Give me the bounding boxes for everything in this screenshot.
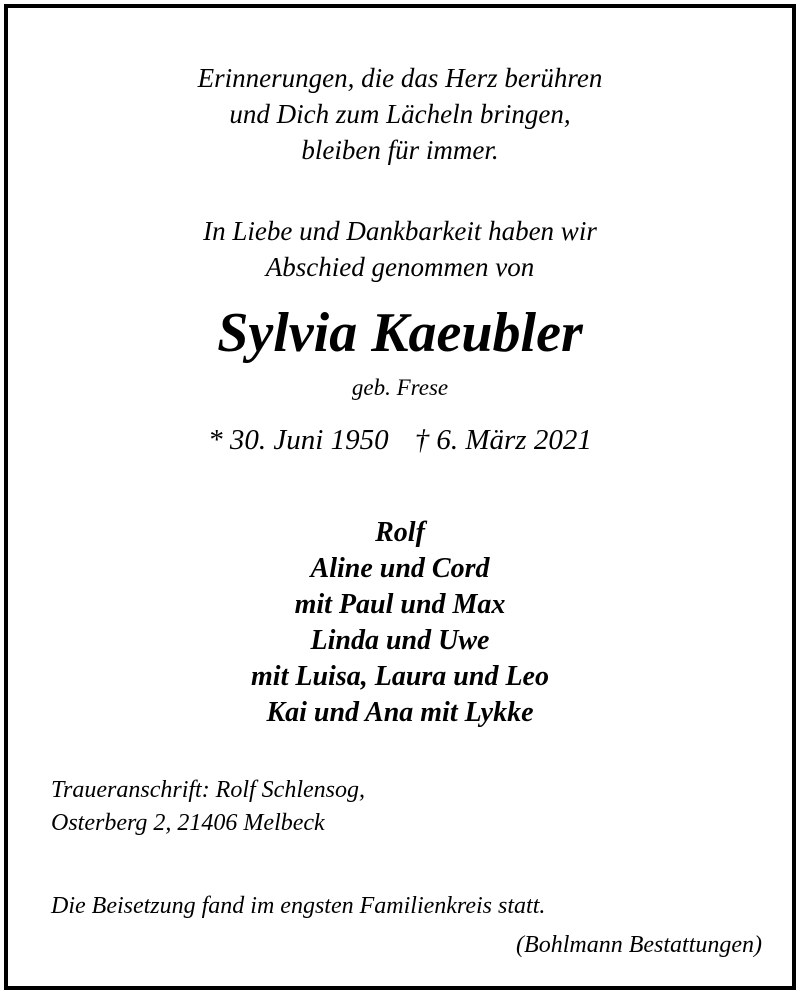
poem-line: und Dich zum Lächeln bringen, bbox=[229, 99, 571, 129]
address-line: Osterberg 2, 21406 Melbeck bbox=[51, 810, 325, 836]
deceased-name: Sylvia Kaeubler bbox=[217, 302, 583, 364]
funeral-note: Die Beisetzung fand im engsten Familienkreis statt. bbox=[51, 893, 546, 919]
birth-date: * 30. Juni 1950 bbox=[208, 424, 389, 456]
mourners-list bbox=[8, 515, 792, 731]
intro-text bbox=[8, 213, 792, 285]
mourner-line: Linda und Uwe bbox=[310, 625, 490, 656]
intro-line: In Liebe und Dankbarkeit haben wir bbox=[203, 216, 597, 246]
maiden-name: geb. Frese bbox=[351, 375, 449, 400]
obituary-notice bbox=[4, 4, 796, 990]
life-dates bbox=[8, 421, 792, 459]
mourner-line: Aline und Cord bbox=[310, 553, 490, 584]
death-date: † 6. März 2021 bbox=[414, 424, 592, 456]
mourning-address bbox=[51, 774, 365, 840]
mourner-line: mit Luisa, Laura und Leo bbox=[251, 661, 549, 692]
mourner-line: Kai und Ana mit Lykke bbox=[266, 697, 534, 728]
memorial-poem bbox=[8, 60, 792, 168]
poem-line: Erinnerungen, die das Herz berühren bbox=[197, 63, 603, 93]
address-line: Traueranschrift: Rolf Schlensog, bbox=[51, 777, 365, 803]
intro-line: Abschied genommen von bbox=[265, 252, 535, 282]
mourner-line: mit Paul und Max bbox=[294, 589, 506, 620]
undertaker-name: (Bohlmann Bestattungen) bbox=[516, 932, 762, 958]
poem-line: bleiben für immer. bbox=[301, 135, 499, 165]
mourner-line: Rolf bbox=[375, 517, 425, 548]
